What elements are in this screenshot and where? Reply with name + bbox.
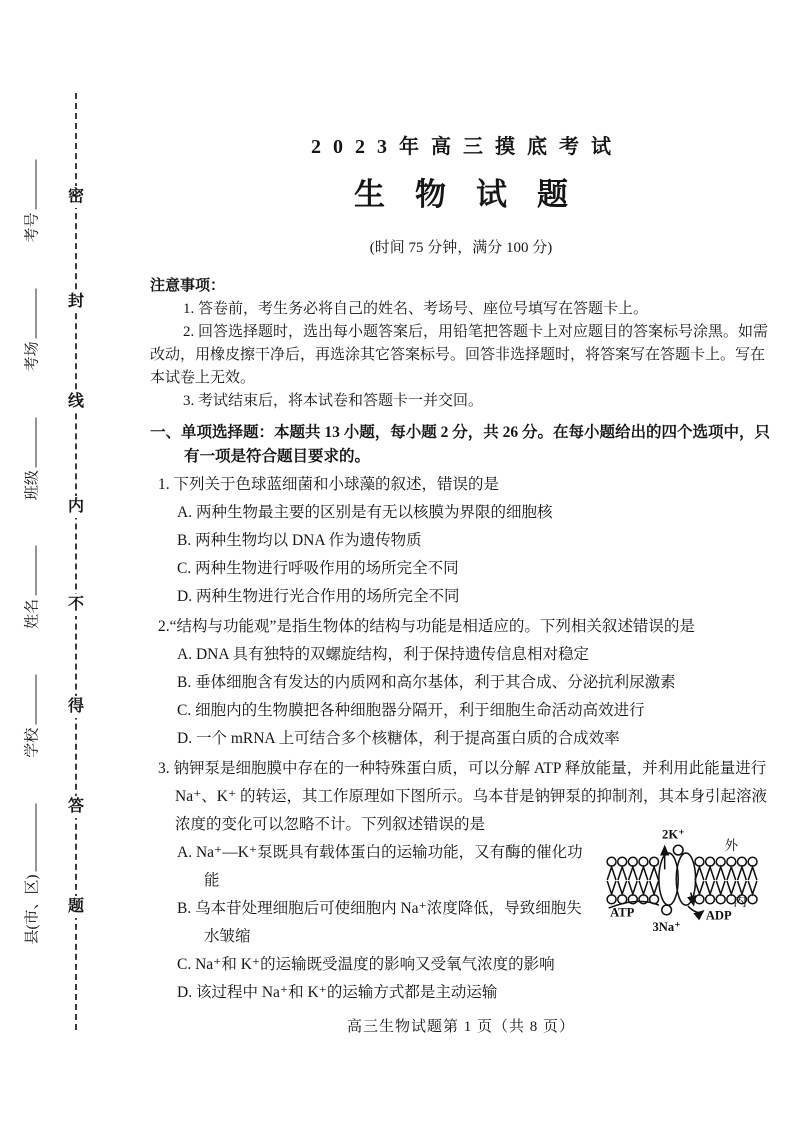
notice-item-2: 2. 回答选择题时，选出每小题答案后，用铅笔把答题卡上对应题目的答案标号涂黑。如需改动，用橡皮擦干净后，再选涂其它答案标号。回答非选择题时，将答案写在答题卡上。写在本试卷上无效。	[150, 324, 769, 386]
question-2-option-c: C. 细胞内的生物膜把各种细胞器分隔开，利于细胞生命活动高效进行	[177, 702, 645, 719]
exam-title: 2023年高三摸底考试	[311, 136, 623, 158]
seal-char: 内	[66, 496, 86, 518]
label-inside: 内	[733, 894, 747, 910]
subject-title: 生物试题	[354, 177, 598, 212]
field-school-blank	[20, 675, 36, 725]
seal-char: 密	[66, 186, 86, 208]
seal-char: 题	[66, 896, 86, 918]
seal-char: 线	[66, 391, 86, 413]
field-county-label: 县(市、区)	[24, 874, 40, 945]
question-1-option-c: C. 两种生物进行呼吸作用的场所完全不同	[177, 560, 459, 577]
field-name-blank	[20, 546, 36, 596]
exam-info: (时间 75 分钟，满分 100 分)	[369, 240, 553, 256]
notices-block	[150, 275, 772, 413]
question-3-option-d: D. 该过程中 Na⁺和 K⁺的运输方式都是主动运输	[177, 984, 498, 1001]
question-3	[150, 755, 772, 1007]
seal-char: 封	[66, 291, 86, 313]
notices-heading: 注意事项：	[150, 278, 226, 294]
student-info-fields	[13, 160, 49, 945]
question-1-option-d: D. 两种生物进行光合作用的场所完全不同	[177, 588, 460, 605]
label-2k: 2K⁺	[662, 827, 685, 842]
seal-text-column	[66, 0, 86, 1122]
question-3-options	[150, 827, 772, 1007]
field-examroom-label: 考场	[24, 341, 40, 372]
field-name	[20, 546, 41, 629]
field-examroom	[20, 288, 41, 371]
label-outside: 外	[724, 838, 739, 854]
notice-item-1: 1. 答卷前，考生务必将自己的姓名、考场号、座位号填写在答题卡上。	[183, 301, 649, 317]
field-examnumber	[20, 160, 41, 243]
question-2-option-d: D. 一个 mRNA 上可结合多个核糖体，利于提高蛋白质的合成效率	[177, 730, 620, 747]
question-3-option-c: C. Na⁺和 K⁺的运输既受温度的影响又受氧气浓度的影响	[177, 956, 555, 973]
field-examroom-blank	[20, 288, 36, 338]
notice-item-3: 3. 考试结束后，将本试卷和答题卡一并交回。	[183, 393, 484, 409]
section-one-heading: 一、单项选择题：本题共 13 小题，每小题 2 分，共 26 分。在每小题给出的四个选项中，只有一项是符合题目要求的。	[150, 424, 771, 465]
adp-arrow	[688, 906, 703, 912]
field-county-blank	[20, 804, 36, 872]
field-examnumber-blank	[20, 160, 36, 210]
question-1-option-a: A. 两种生物最主要的区别是有无以核膜为界限的细胞核	[177, 504, 553, 521]
question-3-option-b: B. 乌本苷处理细胞后可使细胞内 Na⁺浓度降低，导致细胞失水皱缩	[177, 900, 582, 945]
membrane-right	[695, 857, 757, 904]
field-class-blank	[20, 417, 36, 467]
question-1-option-b: B. 两种生物均以 DNA 作为遗传物质	[177, 532, 422, 549]
sodium-ion	[662, 905, 672, 915]
membrane-diagram-svg	[596, 825, 772, 937]
label-adp: ADP	[705, 908, 732, 923]
question-2-stem: 2.“结构与功能观”是指生物体的结构与功能是相适应的。下列相关叙述错误的是	[158, 618, 695, 635]
seal-char: 得	[66, 696, 86, 718]
question-2-option-a: A. DNA 具有独特的双螺旋结构，利于保持遗传信息相对稳定	[177, 646, 590, 663]
field-school-label: 学校	[24, 727, 40, 758]
question-2-option-b: B. 垂体细胞含有发达的内质网和高尔基体，利于其合成、分泌抗利尿激素	[177, 674, 676, 691]
seal-char: 不	[66, 594, 86, 616]
question-3-stem: 3. 钠钾泵是细胞膜中存在的一种特殊蛋白质，可以分解 ATP 释放能量，并利用此能量进行 Na⁺、K⁺ 的转运，其工作原理如下图所示。乌本苷是钠钾泵的抑制剂，其本身引起溶液浓度的变化可以忽略不计。下列叙述错误的是	[158, 760, 768, 833]
question-3-option-a: A. Na⁺—K⁺泵既具有载体蛋白的运输功能，又有酶的催化功能	[177, 844, 583, 889]
field-name-label: 姓名	[24, 598, 40, 629]
field-school	[20, 675, 41, 758]
field-examnumber-label: 考号	[24, 212, 40, 243]
sodium-potassium-pump-figure	[596, 825, 772, 937]
membrane-left	[607, 857, 658, 904]
question-1-stem: 1. 下列关于色球蓝细菌和小球藻的叙述，错误的是	[158, 476, 500, 493]
question-2	[150, 613, 772, 753]
seal-char: 答	[66, 796, 86, 818]
page-footer: 高三生物试题第 1 页（共 8 页）	[346, 1019, 575, 1035]
main-content	[150, 0, 772, 1036]
field-county	[20, 804, 41, 945]
question-1	[150, 471, 772, 611]
label-atp: ATP	[610, 905, 635, 920]
field-class-label: 班级	[24, 470, 40, 501]
field-class	[20, 417, 41, 500]
label-3na: 3Na⁺	[652, 920, 681, 935]
potassium-ion	[673, 845, 683, 855]
